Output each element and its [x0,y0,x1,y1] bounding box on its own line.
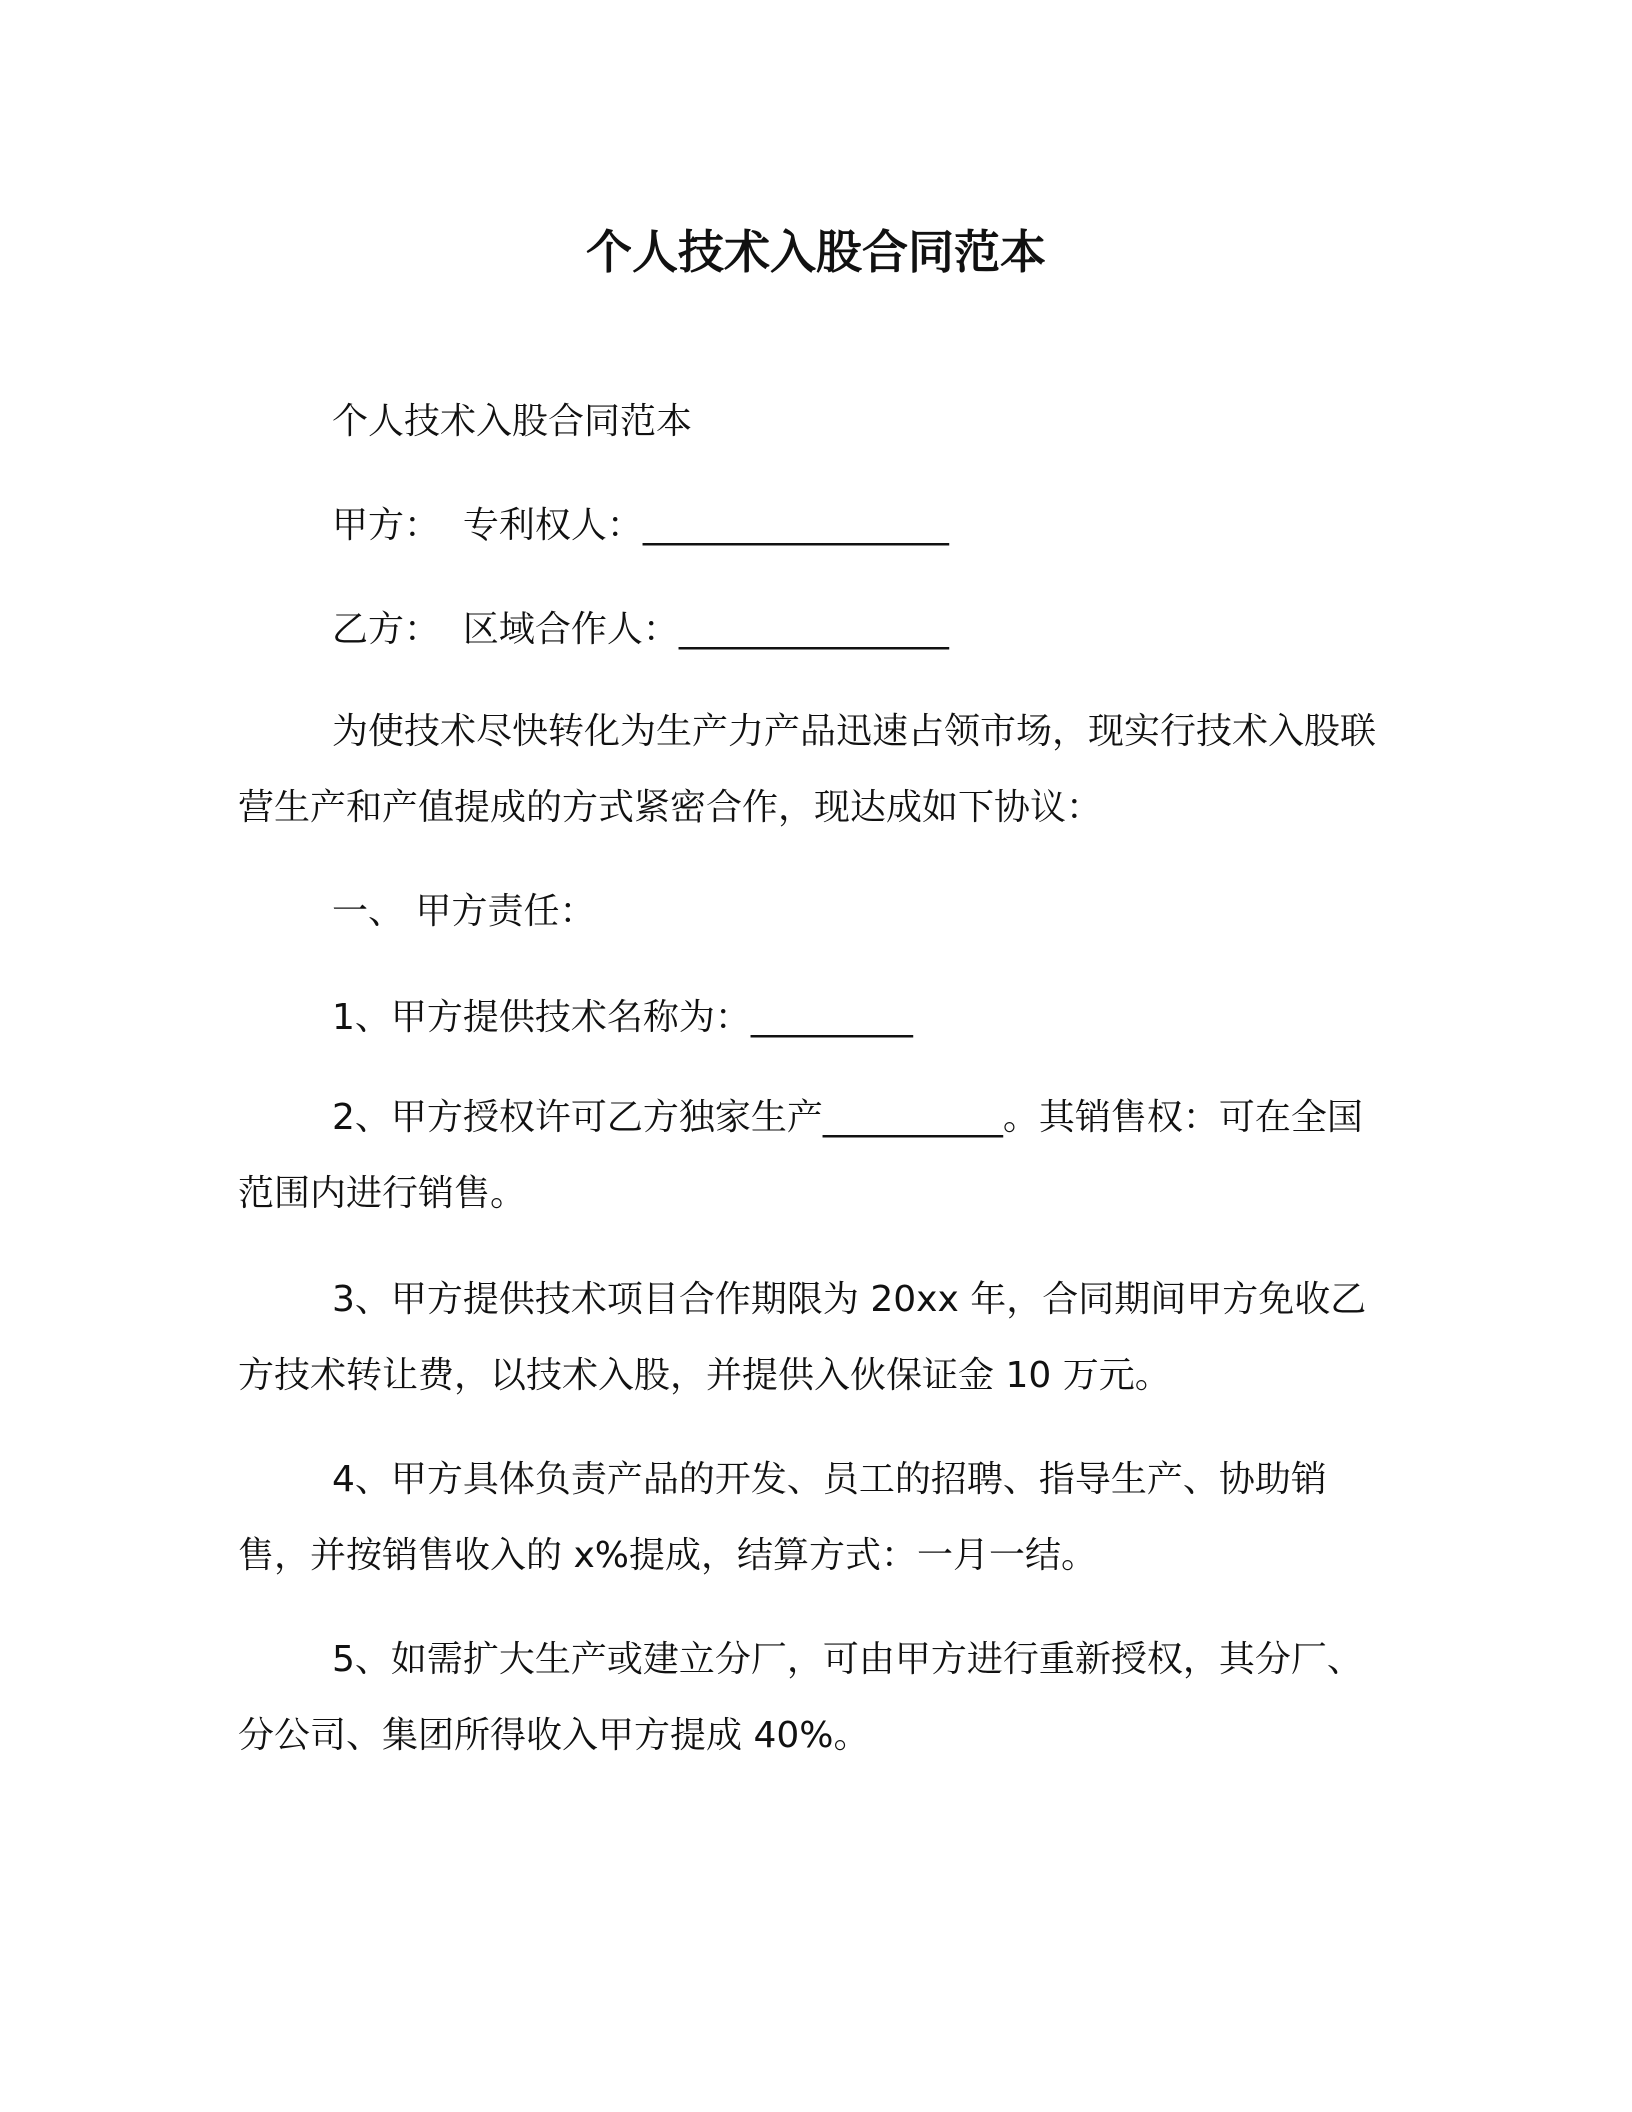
clause-4: 4、甲方具体负责产品的开发、员工的招聘、指导生产、协助销售，并按销售收入的 x%提成，结算方式：一月一结。 [238,1459,1327,1576]
paragraph-subtitle: 个人技术入股合同范本 [332,401,693,442]
clause-2: 2、甲方授权许可乙方独家生产__________。其销售权：可在全国范围内进行销售。 [238,1097,1363,1214]
clause-1: 1、甲方提供技术名称为：_________ [332,997,913,1038]
section-heading-party-a-duties: 一、 甲方责任： [332,891,596,932]
paragraph-party-a: 甲方： 专利权人：_________________ [332,505,949,546]
paragraph-party-b: 乙方： 区域合作人：_______________ [332,609,949,650]
document-title: 个人技术入股合同范本 [586,225,1046,279]
paragraph-preamble: 为使技术尽快转化为生产力产品迅速占领市场，现实行技术入股联营生产和产值提成的方式紧密合作，现达成如下协议： [238,711,1377,828]
clause-5: 5、如需扩大生产或建立分厂，可由甲方进行重新授权，其分厂、分公司、集团所得收入甲方提成 40%。 [238,1639,1363,1756]
clause-3: 3、甲方提供技术项目合作期限为 20xx 年，合同期间甲方免收乙方技术转让费，以技术入股，并提供入伙保证金 10 万元。 [238,1279,1367,1396]
